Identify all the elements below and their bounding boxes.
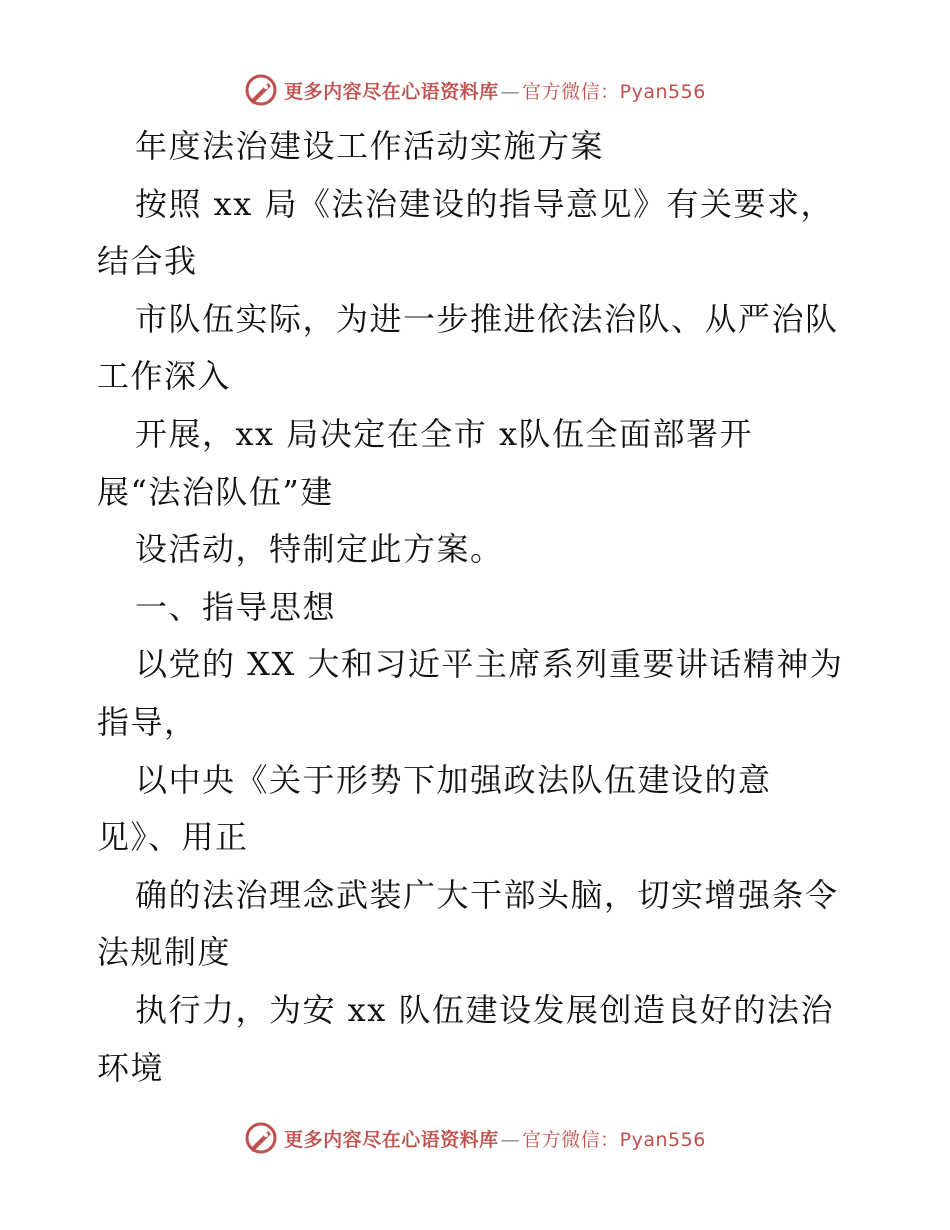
paragraph-line: 法规制度	[97, 933, 232, 972]
banner-wechat: 官方微信：Pyan556	[522, 1128, 706, 1151]
footer-watermark	[0, 1118, 950, 1158]
paragraph-line: 以中央《关于形势下加强政法队伍建设的意	[135, 760, 772, 799]
pen-logo-icon	[244, 1121, 278, 1155]
banner-title: 更多内容尽在心语资料库	[284, 1128, 499, 1151]
pen-logo-icon	[244, 73, 278, 107]
paragraph-line: 市队伍实际，为进一步推进依法治队、从严治队	[135, 299, 839, 338]
paragraph-line: 展“法治队伍”建	[97, 472, 334, 511]
paragraph-line: 设活动，特制定此方案。	[135, 530, 504, 569]
paragraph-line: 确的法治理念武装广大干部头脑，切实增强条令	[135, 875, 839, 914]
paragraph-line: 结合我	[97, 242, 198, 281]
paragraph-line: 以党的 XX 大和习近平主席系列重要讲话精神为	[135, 645, 844, 684]
header-watermark	[0, 70, 950, 110]
paragraph-line: 按照 xx 局《法治建设的指导意见》有关要求，	[135, 184, 834, 223]
banner-title: 更多内容尽在心语资料库	[284, 80, 499, 103]
paragraph-line: 工作深入	[97, 357, 232, 396]
paragraph-line: 环境	[97, 1048, 165, 1087]
paragraph-line: 指导，	[97, 702, 198, 741]
document-body	[0, 118, 950, 1097]
paragraph-line: 见》、用正	[97, 818, 249, 857]
paragraph-line: 执行力，为安 xx 队伍建设发展创造良好的法治	[135, 990, 834, 1029]
banner-dash: —	[500, 1128, 521, 1151]
banner-wechat: 官方微信：Pyan556	[522, 80, 706, 103]
banner-dash: —	[500, 80, 521, 103]
paragraph-line: 开展，xx 局决定在全市 x队伍全面部署开	[135, 414, 753, 453]
section-heading: 一、指导思想	[135, 587, 337, 626]
document-title: 年度法治建设工作活动实施方案	[135, 127, 605, 165]
